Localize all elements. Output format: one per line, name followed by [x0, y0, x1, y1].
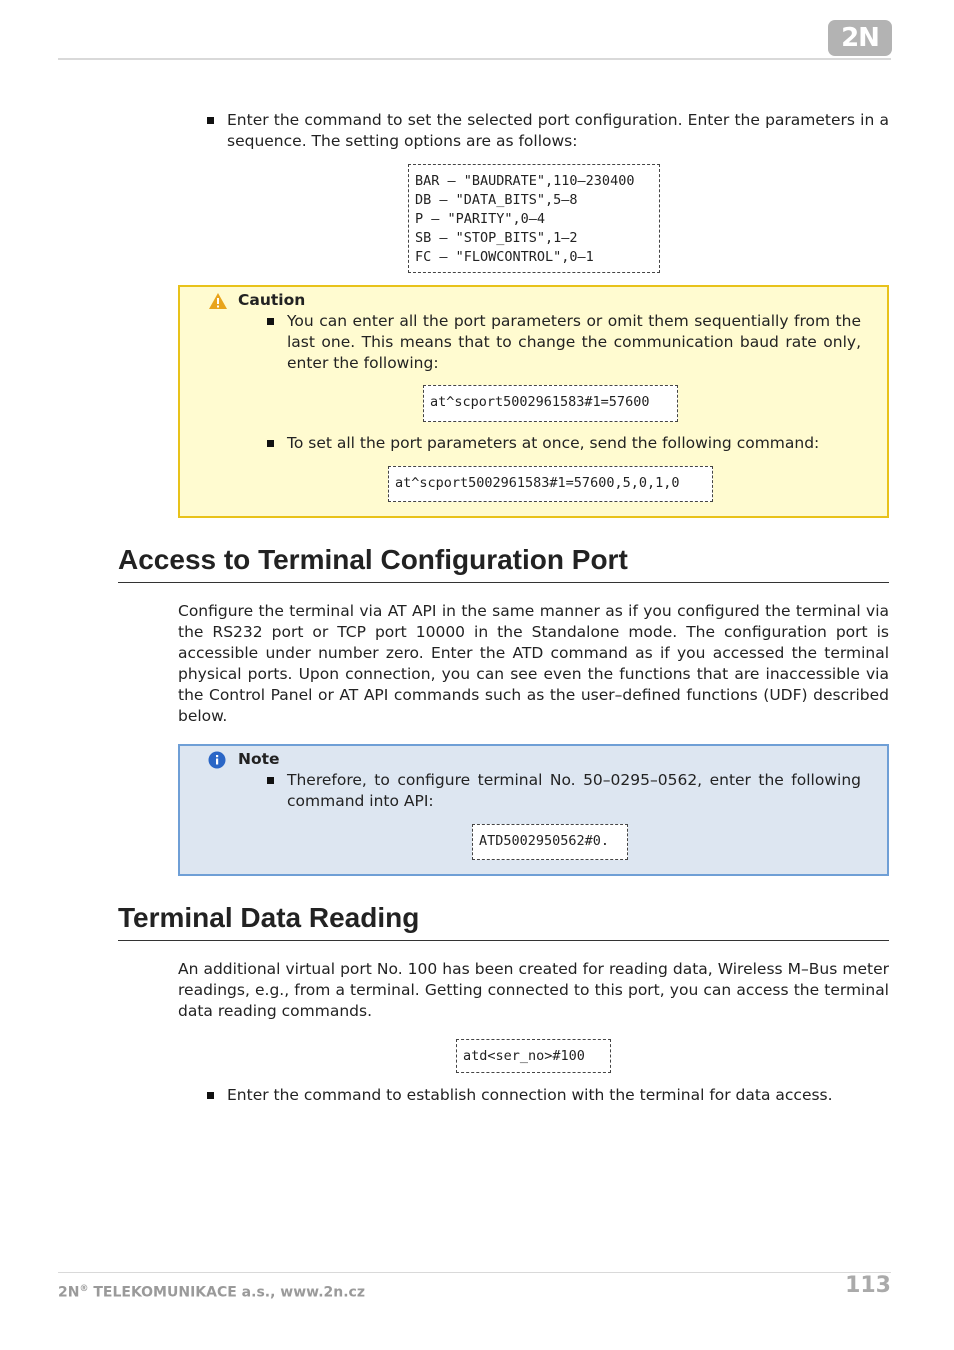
bullet-square-icon — [267, 777, 274, 784]
footer-rule — [58, 1272, 891, 1273]
data-reading-bullet-text: Enter the command to establish connection with the terminal for data access. — [227, 1086, 833, 1104]
bullet-square-icon — [207, 1092, 214, 1099]
section-heading-access: Access to Terminal Configuration Port — [118, 544, 628, 575]
caution-title: Caution — [238, 291, 306, 309]
footer-company-text: TELEKOMUNIKACE a.s., www.2n.cz — [88, 1284, 365, 1301]
bullet-square-icon — [267, 440, 274, 447]
bullet-square-icon — [207, 117, 214, 124]
2n-logo: 2N — [828, 20, 892, 56]
bullet-square-icon — [267, 318, 274, 325]
data-reading-code: atd<ser_no>#100 — [456, 1039, 611, 1073]
registered-mark: ® — [79, 1284, 89, 1294]
section-heading-data-reading: Terminal Data Reading — [118, 902, 420, 933]
note-bullet-text: Therefore, to configure terminal No. 50–0295–0562, enter the following command into API: — [287, 771, 861, 810]
note-box — [178, 744, 889, 876]
section-rule — [118, 582, 889, 583]
section-access-paragraph: Configure the terminal via AT API in the same manner as if you configured the terminal via the RS232 port or TCP port 10000 in the Standalone mode. The configuration port is accessible under number zero. Enter the ATD command as if you accessed the terminal physical ports. Upon connection, you can see even the functions that are inaccessible via the Control Panel or AT API commands such as the user–defined functions (UDF) described below. — [178, 602, 889, 725]
settings-code-block: BAR – "BAUDRATE",110–230400 DB – "DATA_BITS",5–8 P – "PARITY",0–4 SB – "STOP_BITS",1–2 FC – "FLOWCONTROL",0–1 — [408, 164, 660, 273]
footer-brand: 2N — [58, 1284, 80, 1301]
caution-bullet-2-text: To set all the port parameters at once, send the following command: — [287, 434, 820, 452]
section-data-reading-paragraph: An additional virtual port No. 100 has been created for reading data, Wireless M–Bus meter readings, e.g., from a terminal. Getting connected to this port, you can access the terminal data reading commands. — [178, 960, 889, 1020]
info-icon — [208, 751, 226, 769]
page-number: 113 — [845, 1273, 891, 1298]
caution-code-2: at^scport5002961583#1=57600,5,0,1,0 — [388, 466, 713, 502]
footer-company — [58, 1279, 365, 1303]
section-rule — [118, 940, 889, 941]
header-rule — [58, 58, 891, 60]
caution-bullet-1-text: You can enter all the port parameters or omit them sequentially from the last one. This means that to change the communication baud rate only, enter the following: — [287, 312, 861, 372]
caution-code-1: at^scport5002961583#1=57600 — [423, 385, 678, 422]
warning-icon — [208, 292, 228, 310]
caution-box — [178, 285, 889, 518]
note-code: ATD5002950562#0. — [472, 824, 628, 860]
note-title: Note — [238, 750, 280, 768]
intro-bullet-text: Enter the command to set the selected port configuration. Enter the parameters in a sequence. The setting options are as follows: — [227, 111, 889, 150]
